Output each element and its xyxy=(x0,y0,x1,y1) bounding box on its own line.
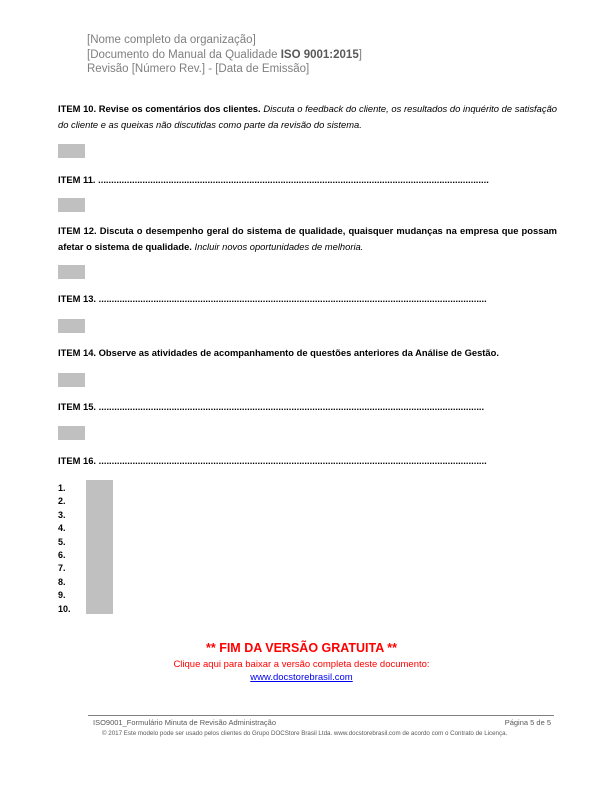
item-12-description: Incluir novos oportunidades de melhoria. xyxy=(191,241,364,252)
list-item: 5. xyxy=(58,536,66,547)
manual-title-prefix: [Documento do Manual da Qualidade xyxy=(87,48,281,61)
item-13: ITEM 13. ..................................................................................................................................................... xyxy=(58,293,487,304)
docstore-link[interactable]: www.docstorebrasil.com xyxy=(250,672,353,683)
placeholder-block[interactable] xyxy=(58,319,85,333)
list-item: 9. xyxy=(58,590,66,601)
item-10-description: Discuta o feedback do cliente, os resultados do inquérito de satisfação do cliente e as queixas não discutidas como parte da revisão do sistema. xyxy=(58,103,557,130)
list-item: 7. xyxy=(58,563,66,574)
download-prompt[interactable]: Clique aqui para baixar a versão completa deste documento: xyxy=(173,659,430,670)
footer-page-number: Página 5 de 5 xyxy=(504,718,551,727)
footer-document-name: ISO9001_Formulário Minuta de Revisão Administração xyxy=(93,718,277,727)
list-item: 3. xyxy=(58,509,66,520)
item-14: ITEM 14. Observe as atividades de acompanhamento de questões anteriores da Análise de Gestão. xyxy=(58,347,499,358)
organization-name: [Nome completo da organização] xyxy=(87,34,256,46)
item-15: ITEM 15. .................................................................................................................................................... xyxy=(58,401,485,412)
list-placeholder-block[interactable] xyxy=(86,480,113,614)
item-16: ITEM 16. ..................................................................................................................................................... xyxy=(58,455,487,466)
manual-title-suffix: ] xyxy=(358,48,362,61)
footer-copyright: © 2017 Este modelo pode ser usado pelos clientes do Grupo DOCStore Brasil Ltda. www.docstorebrasil.com de acordo com o Contrato de Licença. xyxy=(102,730,508,737)
placeholder-block[interactable] xyxy=(58,265,85,279)
list-item: 2. xyxy=(58,496,66,507)
item-10-label: ITEM 10. Revise os comentários dos clientes. xyxy=(58,103,261,114)
list-item: 1. xyxy=(58,483,66,493)
item-10 xyxy=(58,101,557,133)
list-item: 10. xyxy=(58,603,71,614)
item-12 xyxy=(58,223,557,255)
list-item: 4. xyxy=(58,523,66,534)
manual-title xyxy=(87,48,362,63)
list-item: 6. xyxy=(58,550,66,561)
footer-divider xyxy=(88,715,554,716)
item-11: ITEM 11. ...................................................................................................................................................... xyxy=(58,174,489,185)
revision-line: Revisão [Número Rev.] - [Data de Emissão] xyxy=(87,63,310,75)
placeholder-block[interactable] xyxy=(58,198,85,212)
list-item: 8. xyxy=(58,576,66,587)
free-version-end-title: ** FIM DA VERSÃO GRATUITA ** xyxy=(206,641,397,655)
document-header xyxy=(87,33,362,77)
iso-standard: ISO 9001:2015 xyxy=(280,48,359,61)
placeholder-block[interactable] xyxy=(58,426,85,440)
numbered-list xyxy=(58,482,71,616)
placeholder-block[interactable] xyxy=(58,144,85,158)
item-12-label: ITEM 12. Discuta o desempenho geral do sistema de qualidade, quaisquer mudanças na empresa que possam afetar o sistema de qualidade. xyxy=(58,225,557,252)
placeholder-block[interactable] xyxy=(58,373,85,387)
